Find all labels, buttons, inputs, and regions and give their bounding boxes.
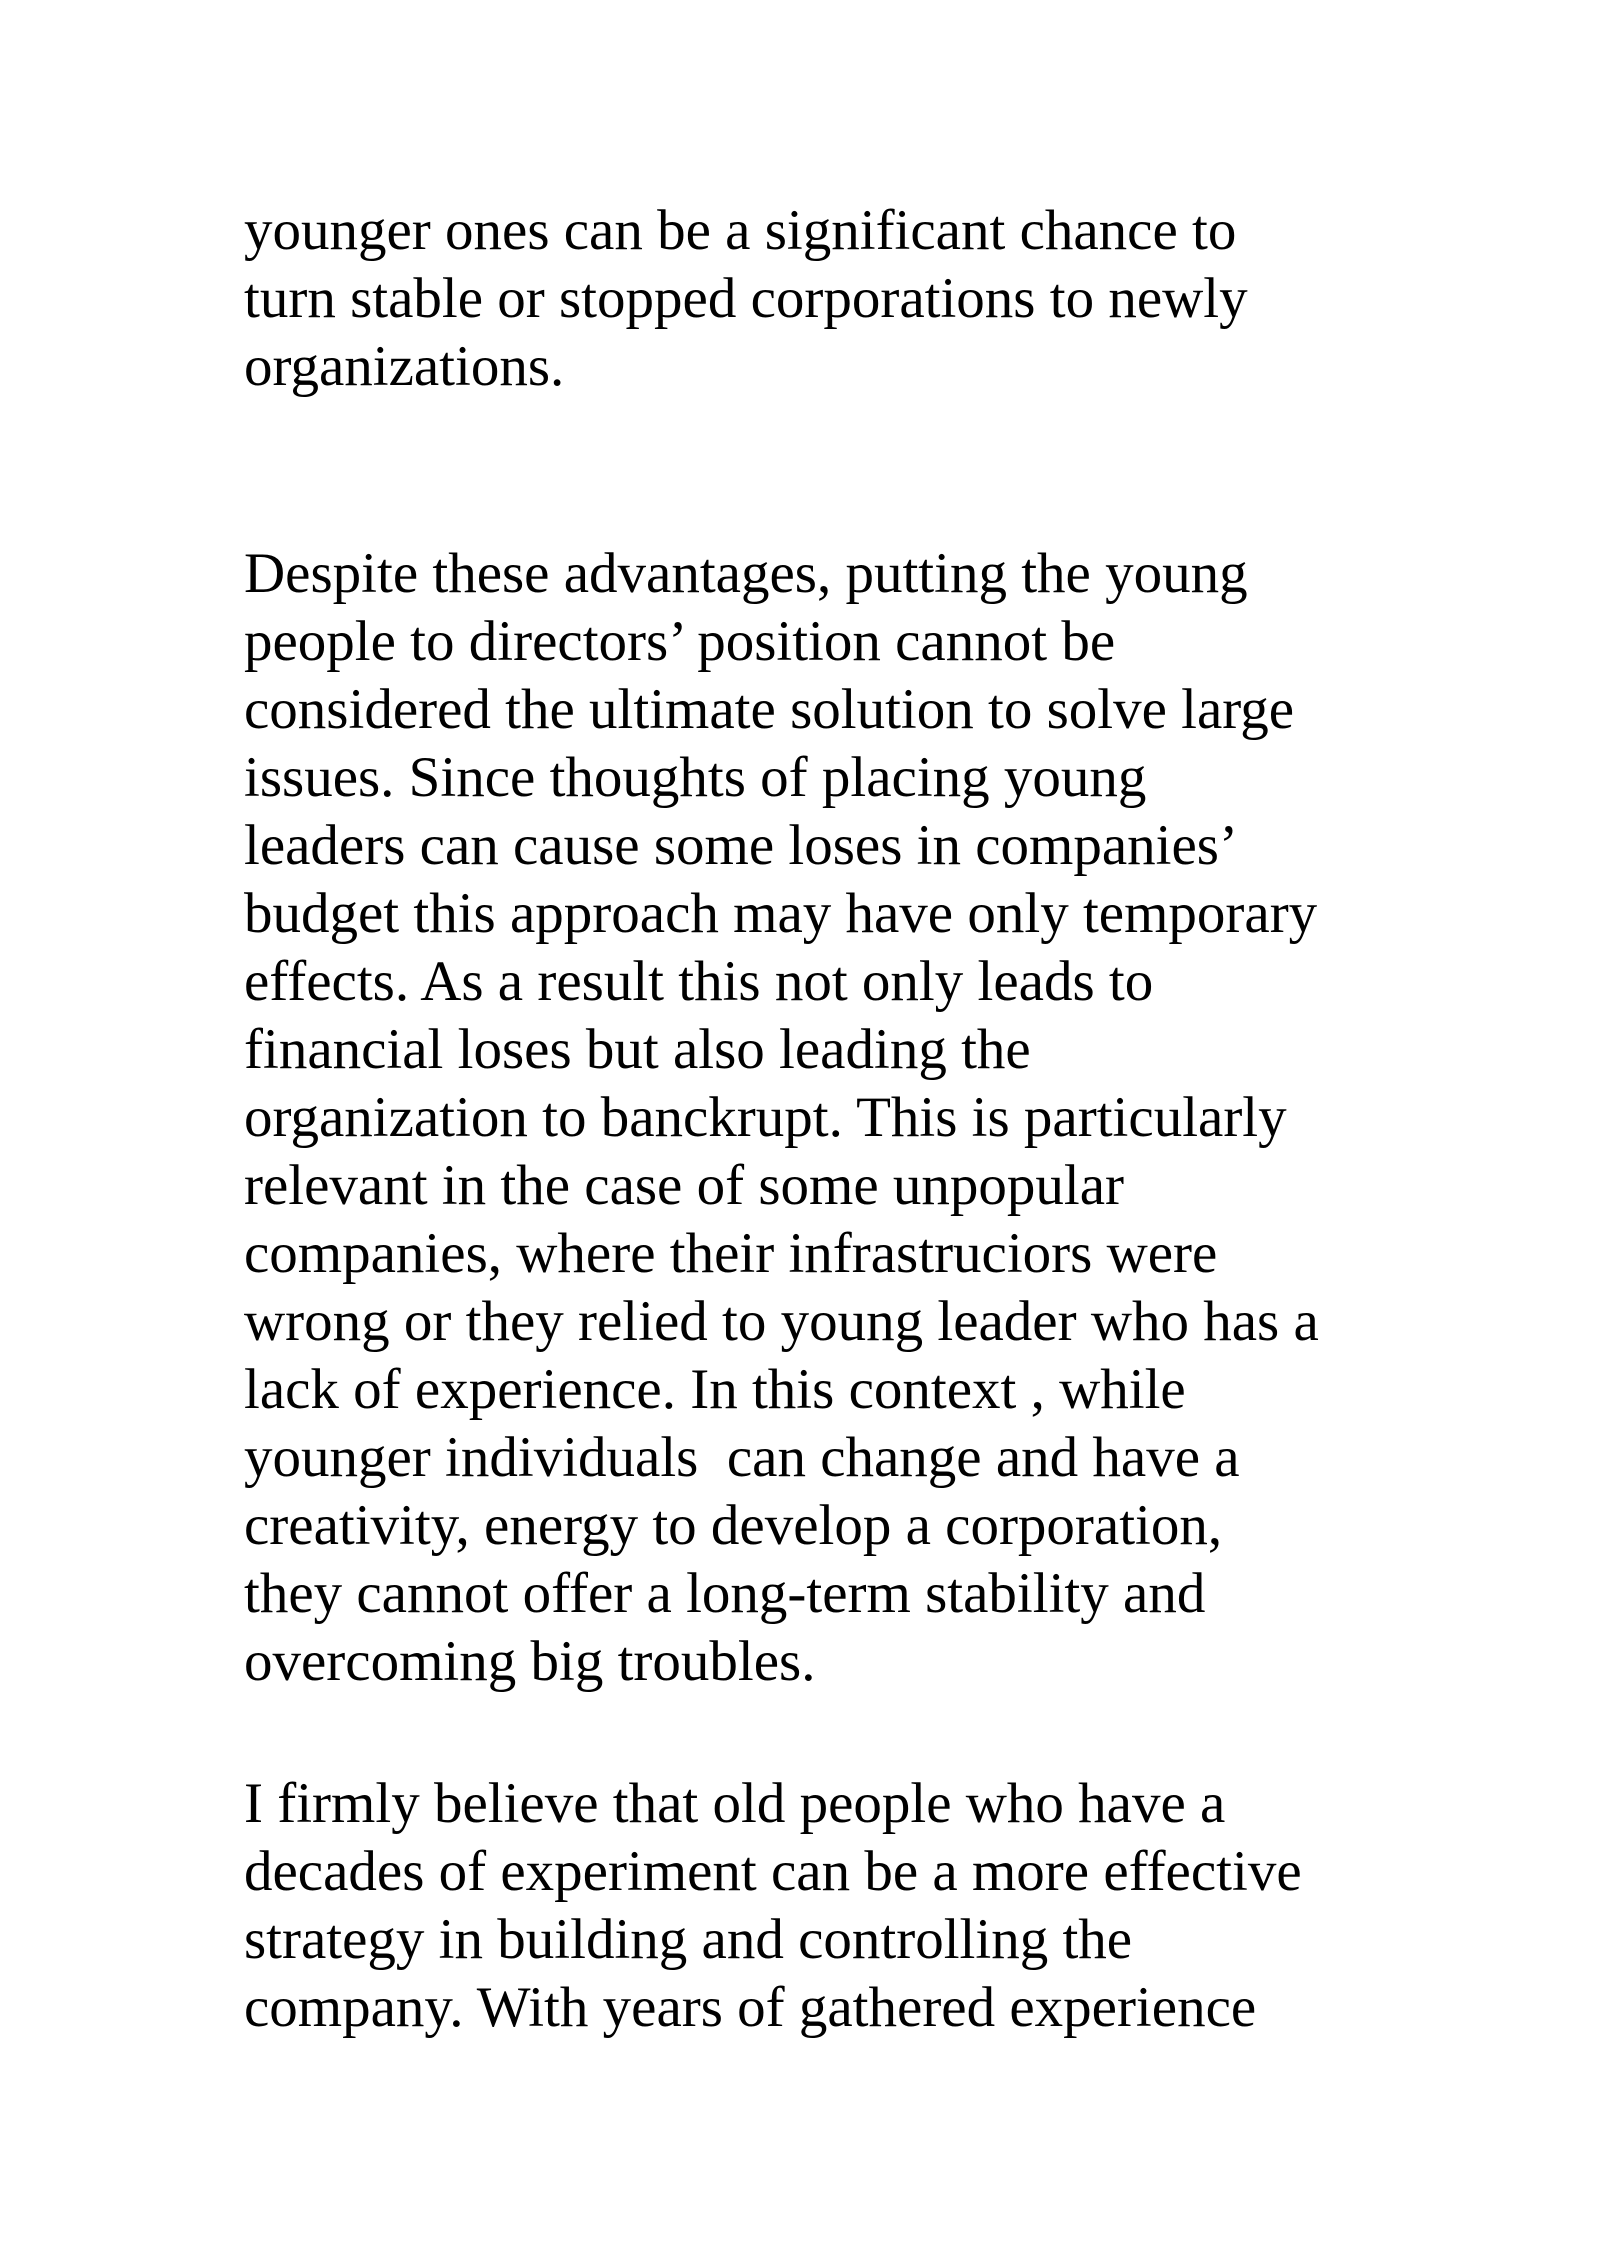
text-line: budget this approach may have only temporary [244, 882, 1318, 945]
text-line: people to directors’ position cannot be [244, 610, 1116, 673]
text-line: creativity, energy to develop a corporation, [244, 1494, 1223, 1557]
text-line: issues. Since thoughts of placing young [244, 746, 1147, 809]
text-line: turn stable or stopped corporations to newly [244, 267, 1248, 330]
text-line: considered the ultimate solution to solve large [244, 678, 1295, 741]
text-line: decades of experiment can be a more effective [244, 1840, 1302, 1903]
text-line: relevant in the case of some unpopular [244, 1154, 1125, 1217]
text-line: overcoming big troubles. [244, 1630, 816, 1693]
paragraph-2 [244, 540, 1424, 1696]
paragraph-1 [244, 197, 1424, 401]
text-line: company. With years of gathered experience [244, 1976, 1257, 2039]
text-line: younger ones can be a significant chance to [244, 199, 1237, 262]
text-line: I firmly believe that old people who have a [244, 1772, 1226, 1835]
text-line: lack of experience. In this context , while [244, 1358, 1186, 1421]
text-line: effects. As a result this not only leads to [244, 950, 1154, 1013]
text-line: organizations. [244, 335, 565, 398]
text-line: wrong or they relied to young leader who has a [244, 1290, 1319, 1353]
text-line: younger individuals can change and have a [244, 1426, 1240, 1489]
text-line: organization to banckrupt. This is particularly [244, 1086, 1287, 1149]
text-line: they cannot offer a long-term stability and [244, 1562, 1206, 1625]
text-line: leaders can cause some loses in companies’ [244, 814, 1238, 877]
paragraph-3 [244, 1770, 1424, 2042]
text-line: financial loses but also leading the [244, 1018, 1031, 1081]
text-line: companies, where their infrastruciors were [244, 1222, 1218, 1285]
text-line: strategy in building and controlling the [244, 1908, 1133, 1971]
text-line: Despite these advantages, putting the young [244, 542, 1248, 605]
